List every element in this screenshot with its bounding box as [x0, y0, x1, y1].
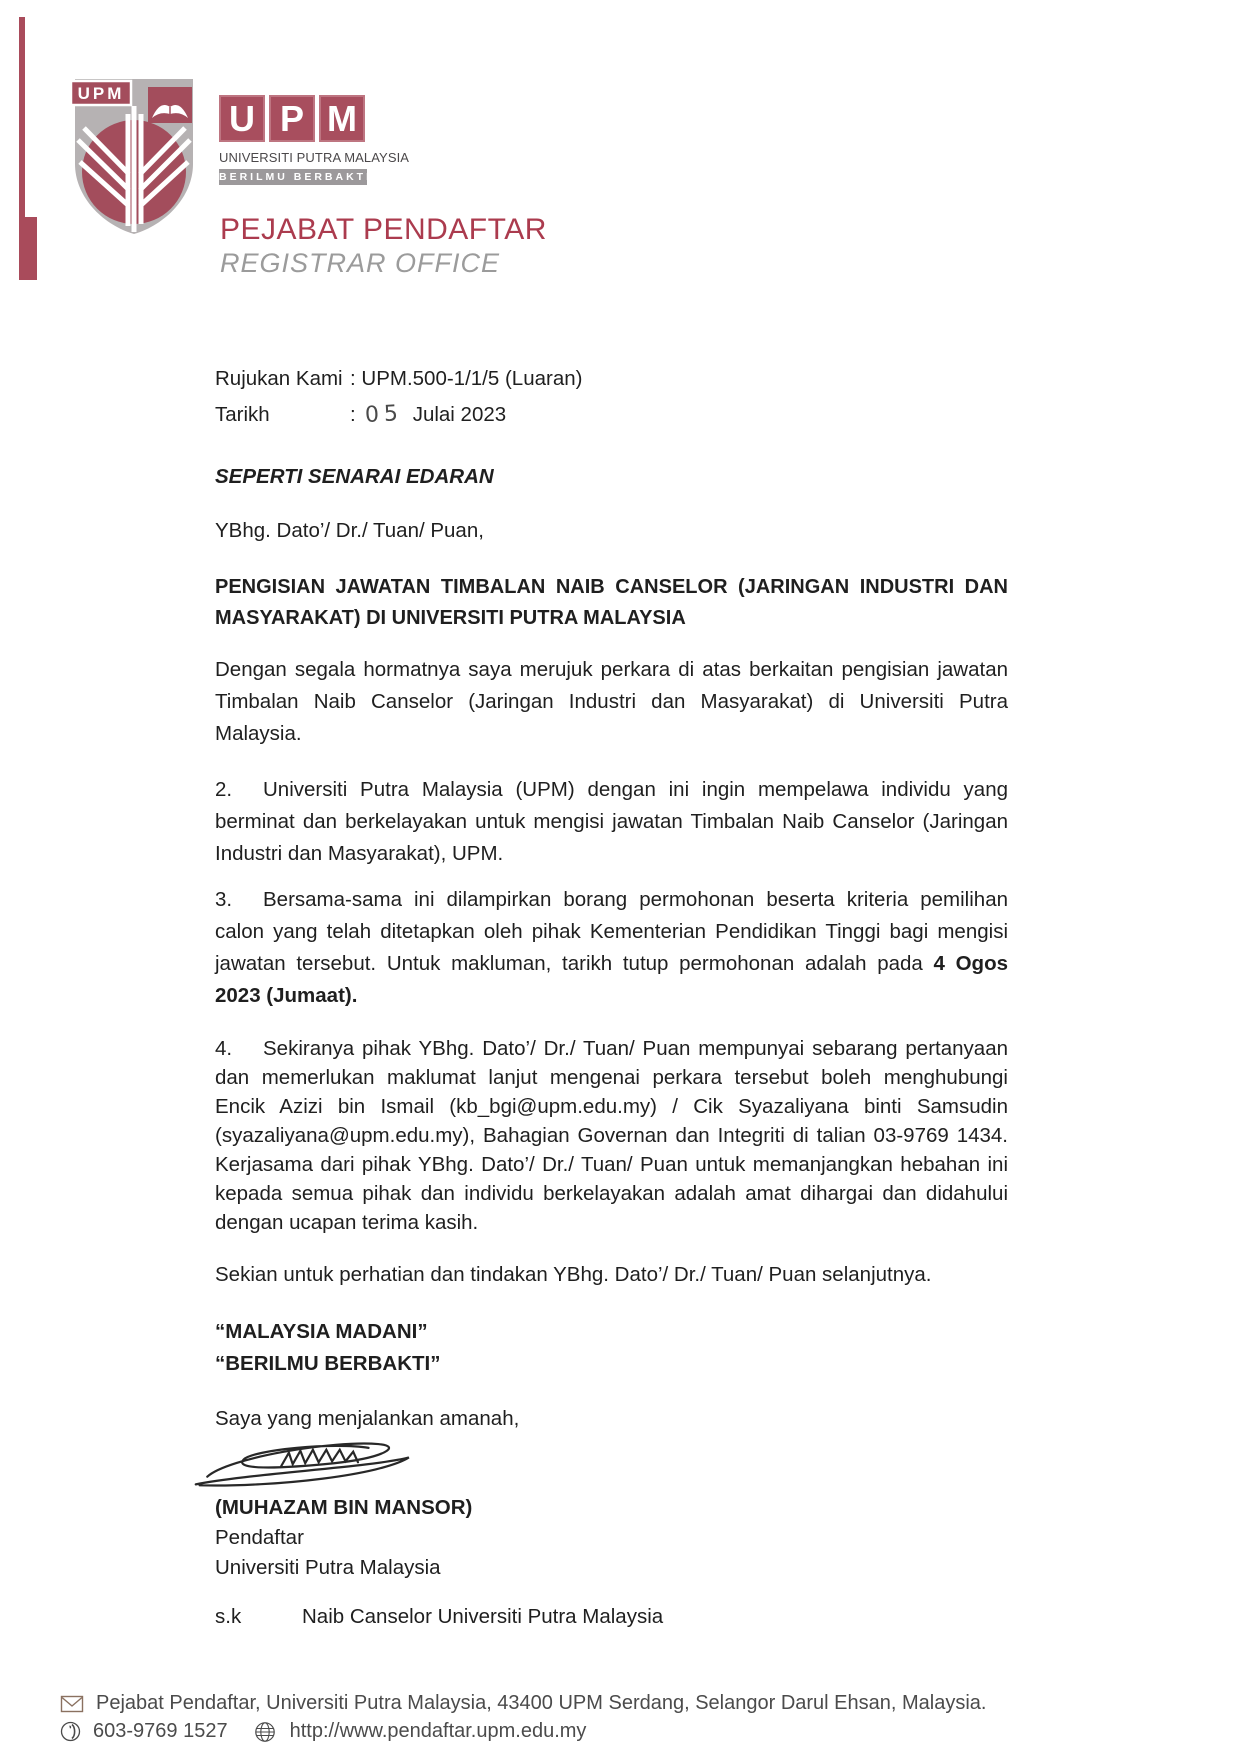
reference-row [215, 363, 1008, 395]
subject-title: PENGISIAN JAWATAN TIMBALAN NAIB CANSELOR (JARINGAN INDUSTRI DAN MASYARAKAT) DI UNIVERSITI PUTRA MALAYSIA [215, 576, 1008, 629]
footer-address: Pejabat Pendaftar, Universiti Putra Malaysia, 43400 UPM Serdang, Selangor Darul Ehsan, Malaysia. [96, 1692, 987, 1714]
crest-upm-text: UPM [77, 84, 125, 103]
date-colon: : [350, 403, 356, 426]
office-header [220, 213, 547, 279]
wordmark-block-m: M [319, 95, 365, 142]
cc-recipient: Naib Canselor Universiti Putra Malaysia [302, 1605, 664, 1628]
signer-block [215, 1493, 1008, 1583]
footer-contact-row [60, 1720, 1180, 1743]
wordmark-block-u: U [219, 95, 265, 142]
university-name: UNIVERSITI PUTRA MALAYSIA [219, 150, 410, 165]
paragraph-2: 2. Universiti Putra Malaysia (UPM) dengan ini ingin mempelawa individu yang berminat dan berkelayakan untuk mengisi jawatan Timbalan Naib Canselor (Jaringan Industri dan Masyarakat), UPM. [215, 774, 1008, 870]
book-icon [148, 87, 192, 123]
envelope-icon [60, 1694, 84, 1714]
upm-crest-logo [68, 74, 200, 240]
reference-colon: : [350, 367, 356, 390]
date-label: Tarikh [215, 403, 270, 426]
paragraph-3-number: 3. [215, 888, 233, 911]
wordmark-blocks [219, 95, 369, 142]
paragraph-4: 4. Sekiranya pihak YBhg. Dato’/ Dr./ Tuan/ Puan mempunyai sebarang pertanyaan dan memerlukan maklumat lanjut mengenai perkara tersebut boleh menghubungi Encik Azizi bin Ismail (kb_bgi@upm.edu.my) / Cik Syazaliyana binti Samsudin (syazaliyana@upm.edu.my), Bahagian Governan dan Integriti di talian 03-9769 1434. Kerjasama dari pihak YBhg. Dato’/ Dr./ Tuan/ Puan untuk memanjangkan hebahan ini kepada semua pihak dan individu berkelayakan adalah amat dihargai dan didahului dengan ucapan terima kasih. [215, 1034, 1008, 1237]
wordmark-block-p: P [269, 95, 315, 142]
handwritten-day: 05 [364, 401, 404, 428]
paragraph-1: Dengan segala hormatnya saya merujuk perkara di atas berkaitan pengisian jawatan Timbalan Naib Canselor (Jaringan Industri dan Masyarakat) di Universiti Putra Malaysia. [215, 658, 1008, 745]
signer-name: (MUHAZAM BIN MANSOR) [215, 1496, 473, 1519]
distribution-line: SEPERTI SENARAI EDARAN [215, 465, 494, 488]
reference-label: Rujukan Kami [215, 367, 343, 390]
office-name-english: REGISTRAR OFFICE [220, 248, 501, 278]
deadline-bold: 4 Ogos 2023 (Jumaat). [215, 952, 1008, 1007]
reference-number: UPM.500-1/1/5 (Luaran) [361, 367, 583, 390]
footer-address-row [60, 1692, 1180, 1715]
signer-organization: Universiti Putra Malaysia [215, 1556, 441, 1579]
paragraph-2-number: 2. [215, 778, 233, 801]
date-month-year: Julai 2023 [412, 403, 507, 426]
cc-row [215, 1601, 1008, 1633]
left-accent-bar-thin [19, 17, 25, 217]
cc-label: s.k [215, 1605, 242, 1628]
slogan-berilmu-berbakti: “BERILMU BERBAKTI” [215, 1352, 441, 1375]
footer-website: http://www.pendaftar.upm.edu.my [289, 1720, 587, 1742]
date-row [215, 399, 1008, 431]
paragraph-3: 3. Bersama-sama ini dilampirkan borang permohonan beserta kriteria pemilihan calon yang telah ditetapkan oleh pihak Kementerian Pendidikan Tinggi bagi mengisi jawatan tersebut. Untuk makluman, tarikh tutup permohonan adalah pada 4 Ogos 2023 (Jumaat). [215, 884, 1008, 1012]
slogan-malaysia-madani: “MALAYSIA MADANI” [215, 1320, 428, 1343]
footer-phone: 603-9769 1527 [93, 1720, 228, 1742]
signer-title: Pendaftar [215, 1526, 304, 1549]
phone-icon [60, 1721, 81, 1742]
salutation: YBhg. Dato’/ Dr./ Tuan/ Puan, [215, 519, 484, 542]
sign-off-line: Saya yang menjalankan amanah, [215, 1407, 520, 1430]
upm-wordmark [219, 95, 410, 185]
page-footer [60, 1692, 1180, 1743]
paragraph-4-number: 4. [215, 1037, 233, 1060]
letter-body [215, 363, 1008, 1633]
closing-line: Sekian untuk perhatian dan tindakan YBhg. Dato’/ Dr./ Tuan/ Puan selanjutnya. [215, 1263, 932, 1286]
globe-icon [254, 1721, 276, 1743]
office-name-malay: PEJABAT PENDAFTAR [220, 213, 547, 246]
motto-bar: BERILMU BERBAKTI [219, 171, 372, 183]
left-accent-bar-thick [19, 217, 37, 280]
